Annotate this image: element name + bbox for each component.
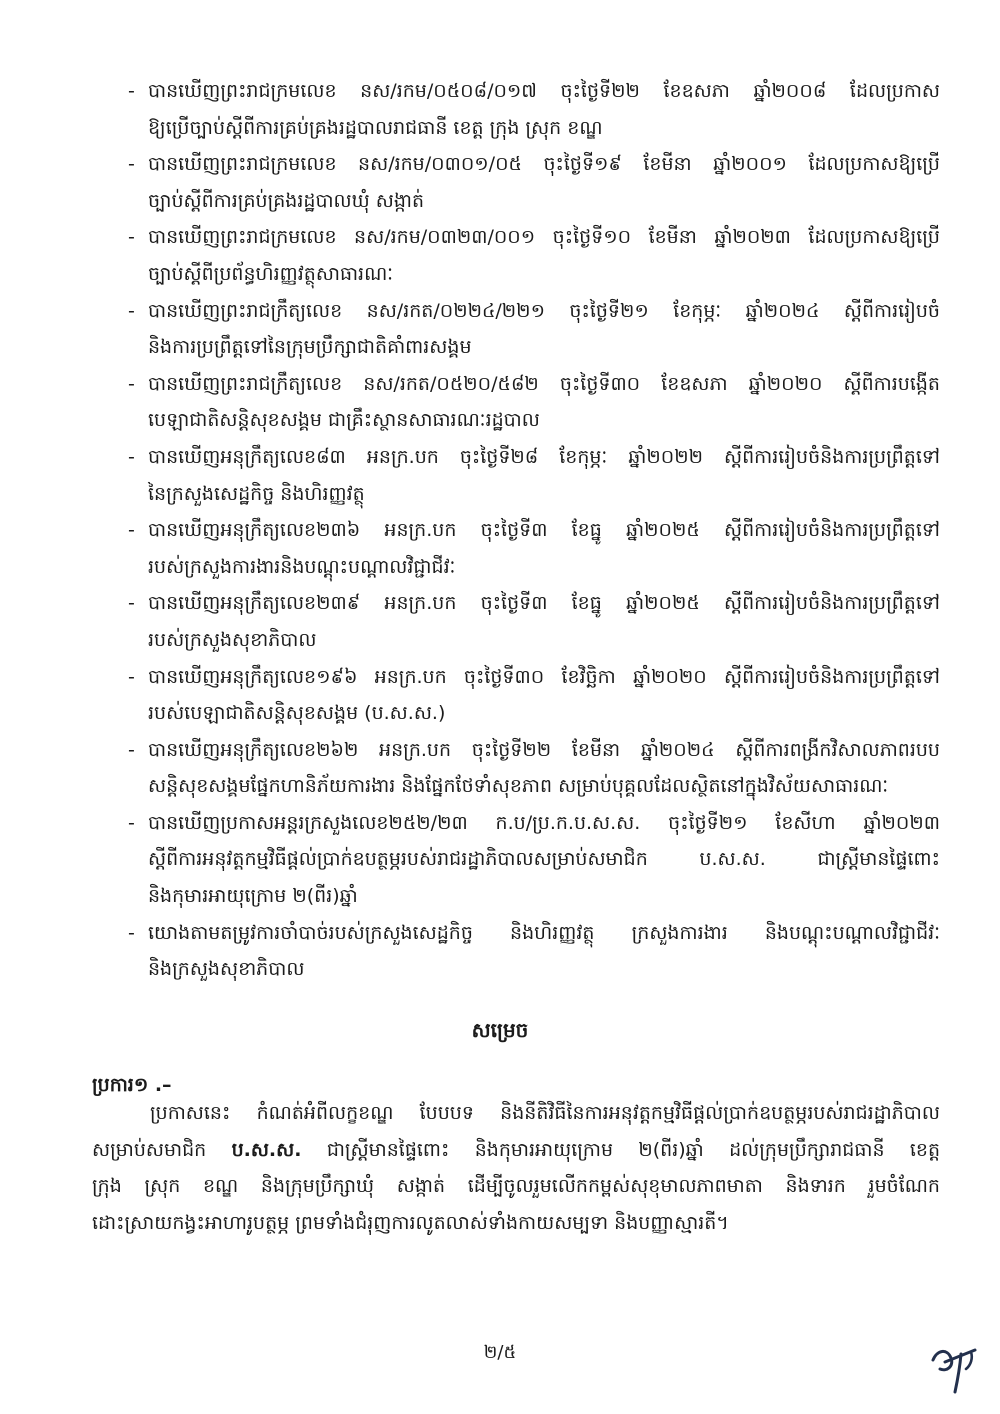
- consideration-line: បានឃើញព្រះរាជក្រឹត្យលេខ នស/រកត/០២២៤/២២១ ចុះថ្ងៃទី២១ ខែកុម្ភៈ ឆ្នាំ២០២៤ ស្តីពីការរៀបចំ: [148, 299, 940, 322]
- article-line: ក្រុង ស្រុក ខណ្ឌ និងក្រុមប្រឹក្សាឃុំ សង្កាត់ ដើម្បីចូលរួមលើកកម្ពស់សុខុមាលភាពមាតា និងទារក រួមចំណែក: [92, 1175, 940, 1198]
- consideration-item: [128, 915, 940, 988]
- decision-heading: សម្រេច: [471, 1018, 529, 1042]
- consideration-item: [128, 659, 940, 732]
- article-text: សម្រាប់សមាជិក: [92, 1138, 232, 1161]
- consideration-line: របស់បេឡាជាតិសន្តិសុខសង្គម (ប.ស.ស.): [148, 702, 446, 725]
- consideration-line: បានឃើញអនុក្រឹត្យលេខ២៣៩ អនក្រ.បក ចុះថ្ងៃទី៣ ខែធ្នូ ឆ្នាំ២០២៥ ស្តីពីការរៀបចំនិងការប្រព្រឹត្តទៅ: [148, 592, 940, 615]
- bullet-dash: -: [128, 299, 135, 322]
- consideration-line: បេឡាជាតិសន្តិសុខសង្គម ជាគ្រឹះស្ថានសាធារណៈរដ្ឋបាល: [148, 409, 540, 432]
- bullet-dash: -: [128, 592, 135, 615]
- consideration-line: និងការប្រព្រឹត្តទៅនៃក្រុមប្រឹក្សាជាតិគាំពារសង្គម: [148, 336, 472, 359]
- article-body: [92, 1095, 940, 1241]
- bullet-dash: -: [128, 665, 135, 688]
- consideration-item: [128, 732, 940, 805]
- bullet-dash: -: [128, 153, 135, 176]
- consideration-line: បានឃើញប្រកាសអន្តរក្រសួងលេខ២៥២/២៣ ក.ប/ប្រ.ក.ប.ស.ស. ចុះថ្ងៃទី២១ ខែសីហា ឆ្នាំ២០២៣: [148, 811, 940, 834]
- article-text: ជាស្ត្រីមានផ្ទៃពោះ និងកុមារអាយុក្រោម ២(ពីរ)ឆ្នាំ ដល់ក្រុមប្រឹក្សារាជធានី ខេត្ត: [301, 1138, 941, 1161]
- consideration-item: [128, 73, 940, 146]
- bullet-dash: -: [128, 811, 135, 834]
- consideration-line: សន្តិសុខសង្គមផ្នែកហានិភ័យការងារ និងផ្នែកថែទាំសុខភាព សម្រាប់បុគ្គលដែលស្ថិតនៅក្នុងវិស័យសាធារណៈ: [148, 775, 889, 798]
- article-line: [92, 1132, 940, 1169]
- consideration-item: [128, 366, 940, 439]
- consideration-line: ឱ្យប្រើច្បាប់ស្តីពីការគ្រប់គ្រងរដ្ឋបាលរាជធានី ខេត្ត ក្រុង ស្រុក ខណ្ឌ: [148, 116, 603, 139]
- bullet-dash: -: [128, 372, 135, 395]
- article-title: ប្រការ១ .–: [92, 1074, 172, 1096]
- consideration-line: បានឃើញព្រះរាជក្រមលេខ នស/រកម/០៥០៨/០១៧ ចុះថ្ងៃទី២២ ខែឧសភា ឆ្នាំ២០០៨ ដែលប្រកាស: [148, 80, 940, 102]
- consideration-item: [128, 805, 940, 915]
- bullet-dash: -: [128, 226, 135, 249]
- consideration-line: ស្តីពីការអនុវត្តកម្មវិធីផ្តល់ប្រាក់ឧបត្ថម្ភរបស់រាជរដ្ឋាភិបាលសម្រាប់សមាជិក ប.ស.ស. ជាស្ត្រីមានផ្ទៃពោះ: [148, 848, 940, 871]
- article-line: ប្រកាសនេះ កំណត់អំពីលក្ខខណ្ឌ បែបបទ និងនីតិវិធីនៃការអនុវត្តកម្មវិធីផ្តល់ប្រាក់ឧបត្ថម្ភរបស់រាជរដ្ឋាភិបាល: [150, 1102, 940, 1124]
- consideration-item: [128, 585, 940, 658]
- considerations-list: [128, 73, 940, 988]
- consideration-item: [128, 146, 940, 219]
- consideration-line: បានឃើញព្រះរាជក្រឹត្យលេខ នស/រកត/០៥២០/៥៨២ ចុះថ្ងៃទី៣០ ខែឧសភា ឆ្នាំ២០២០ ស្តីពីការបង្កើត: [148, 372, 940, 395]
- article-acronym: ប.ស.ស.: [231, 1138, 302, 1161]
- consideration-line: របស់ក្រសួងការងារនិងបណ្តុះបណ្តាលវិជ្ជាជីវៈ: [148, 555, 456, 578]
- bullet-dash: -: [128, 80, 135, 102]
- bullet-dash: -: [128, 921, 135, 944]
- consideration-line: និងក្រសួងសុខាភិបាល: [148, 958, 305, 981]
- consideration-line: បានឃើញព្រះរាជក្រមលេខ នស/រកម/០៣០១/០៥ ចុះថ្ងៃទី១៩ ខែមីនា ឆ្នាំ២០០១ ដែលប្រកាសឱ្យប្រើ: [148, 153, 940, 176]
- consideration-item: [128, 293, 940, 366]
- consideration-line: របស់ក្រសួងសុខាភិបាល: [148, 628, 317, 651]
- consideration-line: ច្បាប់ស្តីពីប្រព័ន្ធហិរញ្ញវត្ថុសាធារណៈ: [148, 262, 394, 285]
- handwritten-initials-icon: [925, 1338, 987, 1400]
- consideration-item: [128, 512, 940, 585]
- consideration-line: បានឃើញអនុក្រឹត្យលេខ១៩៦ អនក្រ.បក ចុះថ្ងៃទី៣០ ខែវិច្ឆិកា ឆ្នាំ២០២០ ស្តីពីការរៀបចំនិងការប្រព្រឹត្តទៅ: [148, 665, 940, 688]
- consideration-line: ច្បាប់ស្តីពីការគ្រប់គ្រងរដ្ឋបាលឃុំ សង្កាត់: [148, 189, 425, 212]
- bullet-dash: -: [128, 445, 135, 468]
- consideration-line: បានឃើញព្រះរាជក្រមលេខ នស/រកម/០៣២៣/០០១ ចុះថ្ងៃទី១០ ខែមីនា ឆ្នាំ២០២៣ ដែលប្រកាសឱ្យប្រើ: [148, 226, 940, 249]
- consideration-item: [128, 219, 940, 292]
- consideration-line: នៃក្រសួងសេដ្ឋកិច្ច និងហិរញ្ញវត្ថុ: [148, 482, 365, 505]
- consideration-item: [128, 439, 940, 512]
- page-number: ២/៥: [483, 1342, 517, 1363]
- bullet-dash: -: [128, 738, 135, 761]
- bullet-dash: -: [128, 519, 135, 542]
- consideration-line: បានឃើញអនុក្រឹត្យលេខ៨៣ អនក្រ.បក ចុះថ្ងៃទី២៨ ខែកុម្ភៈ ឆ្នាំ២០២២ ស្តីពីការរៀបចំនិងការប្រព្រឹត្តទៅ: [148, 445, 940, 468]
- consideration-line: បានឃើញអនុក្រឹត្យលេខ២៣៦ អនក្រ.បក ចុះថ្ងៃទី៣ ខែធ្នូ ឆ្នាំ២០២៥ ស្តីពីការរៀបចំនិងការប្រព្រឹត្តទៅ: [148, 519, 940, 542]
- consideration-line: និងកុមារអាយុក្រោម ២(ពីរ)ឆ្នាំ: [148, 885, 358, 908]
- consideration-line: យោងតាមតម្រូវការចាំបាច់របស់ក្រសួងសេដ្ឋកិច្ច និងហិរញ្ញវត្ថុ ក្រសួងការងារ និងបណ្តុះបណ្តាលវិជ្ជាជីវៈ: [148, 921, 940, 944]
- article-line: ដោះស្រាយកង្វះអាហារូបត្ថម្ភ ព្រមទាំងជំរុញការលូតលាស់ទាំងកាយសម្បទា និងបញ្ញាស្មារតី។: [92, 1211, 729, 1234]
- consideration-line: បានឃើញអនុក្រឹត្យលេខ២៦២ អនក្រ.បក ចុះថ្ងៃទី២២ ខែមីនា ឆ្នាំ២០២៤ ស្តីពីការពង្រីកវិសាលភាពរបប: [148, 738, 940, 761]
